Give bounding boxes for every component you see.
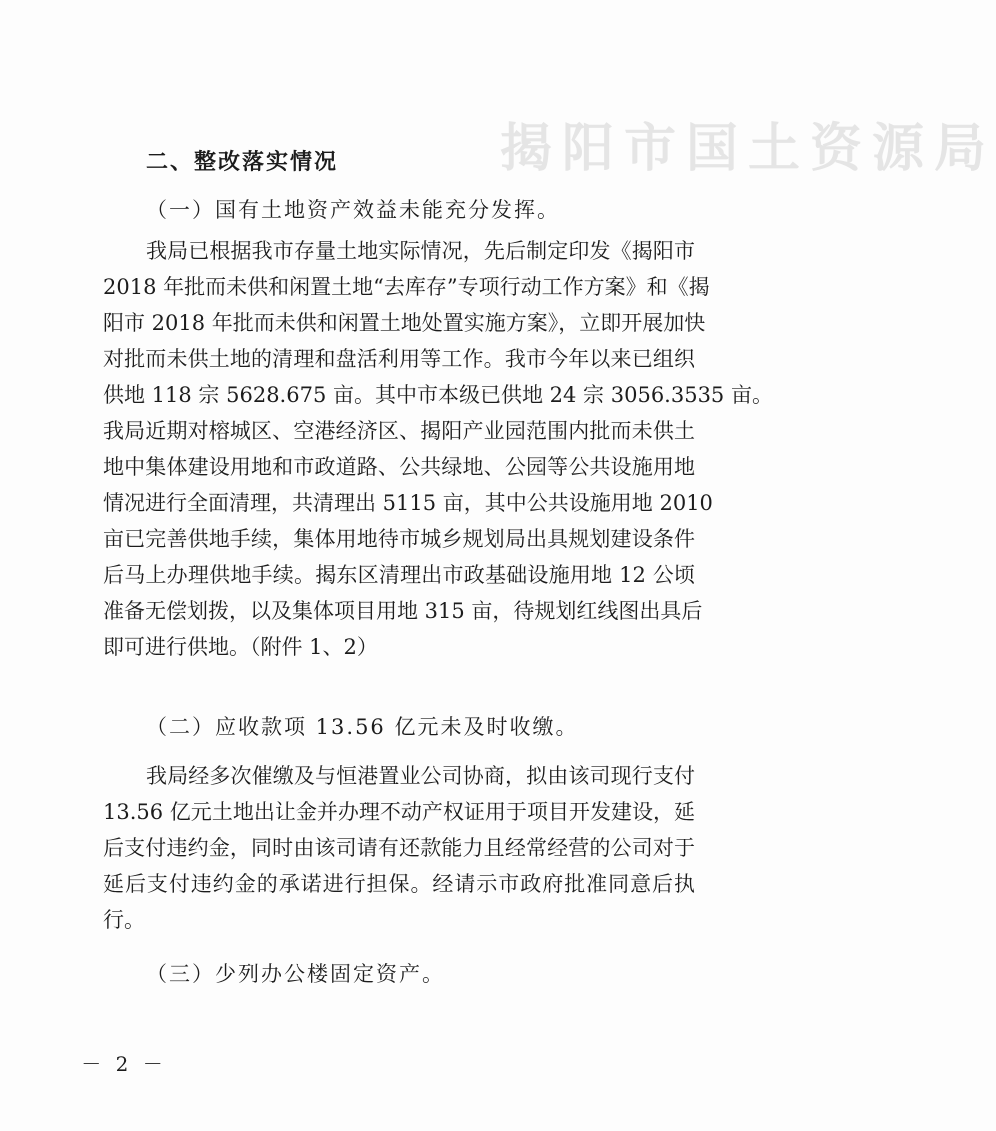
- item2-line: 我局经多次催缴及与恒港置业公司协商，拟由该司现行支付: [146, 764, 695, 788]
- item1-line: 准备无偿划拨，以及集体项目用地 315 亩，待规划红线图出具后: [103, 599, 703, 623]
- item1-line: 情况进行全面清理，共清理出 5115 亩，其中公共设施用地 2010: [103, 491, 713, 515]
- item2-line: 行。: [103, 908, 145, 932]
- item1-line: 我局近期对榕城区、空港经济区、揭阳产业园范围内批而未供土: [103, 419, 695, 443]
- item3-title: （三）少列办公楼固定资产。: [146, 962, 445, 986]
- item1-line: 我局已根据我市存量土地实际情况，先后制定印发《揭阳市: [146, 239, 695, 263]
- item1-line: 后马上办理供地手续。揭东区清理出市政基础设施用地 12 公顷: [103, 563, 695, 587]
- item1-line: 2018 年批而未供和闲置土地“去库存”专项行动工作方案》和《揭: [103, 275, 710, 299]
- item2-line: 延后支付违约金的承诺进行担保。经请示市政府批准同意后执: [103, 872, 695, 896]
- item1-line: 亩已完善供地手续，集体用地待市城乡规划局出具规划建设条件: [103, 527, 695, 551]
- page-number: － 2 －: [81, 1052, 167, 1076]
- item1-line: 供地 118 宗 5628.675 亩。其中市本级已供地 24 宗 3056.3535 亩。: [103, 383, 773, 407]
- item1-line: 对批而未供土地的清理和盘活利用等工作。我市今年以来已组织: [103, 347, 695, 371]
- item1-line: 阳市 2018 年批而未供和闲置土地处置实施方案》，立即开展加快: [103, 311, 706, 335]
- item2-line: 13.56 亿元土地出让金并办理不动产权证用于项目开发建设，延: [103, 800, 695, 824]
- section-heading: 二、整改落实情况: [146, 149, 339, 175]
- item2-line: 后支付违约金，同时由该司请有还款能力且经常经营的公司对于: [103, 836, 695, 860]
- item1-line: 地中集体建设用地和市政道路、公共绿地、公园等公共设施用地: [103, 455, 695, 479]
- item1-line: 即可进行供地。（附件 1、2）: [103, 635, 378, 659]
- item2-title: （二）应收款项 13.56 亿元未及时收缴。: [146, 715, 579, 739]
- header-watermark: 揭阳市国土资源局: [500, 118, 996, 179]
- item1-title: （一）国有土地资产效益未能充分发挥。: [146, 198, 560, 222]
